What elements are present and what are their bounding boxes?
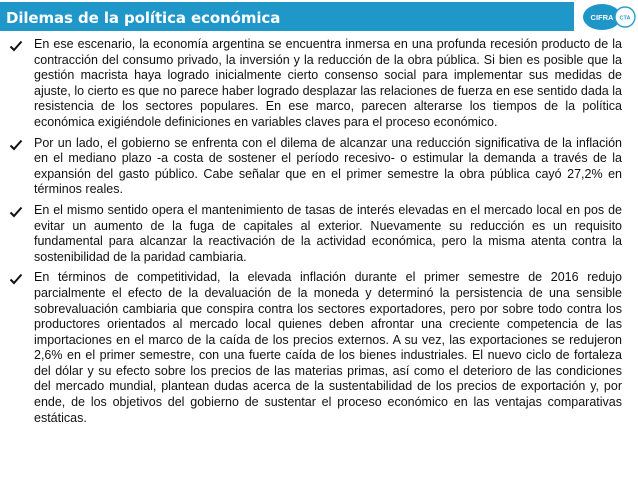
bullet-text: Por un lado, el gobierno se enfrenta con el dilema de alcanzar una reducción significativa de la inflación en el mediano plazo -a costa de sostener el período recesivo- o estimular la demanda a través de la expansión del gasto público. Cabe señalar que en el primer semestre la obra pública cayó 27,2% en términos reales.: [34, 135, 622, 197]
logo-left-text: CIFRA: [590, 13, 614, 22]
checkmark-icon: [9, 139, 23, 151]
bullet-list: [8, 37, 622, 431]
list-item: [8, 136, 622, 198]
cifra-cta-logo: [582, 2, 636, 32]
slide-header: [0, 0, 638, 36]
list-item: [8, 37, 622, 131]
list-item: [8, 203, 622, 265]
checkmark-icon: [9, 273, 23, 285]
logo-right-text: CTA: [619, 15, 631, 22]
title-bar: [0, 2, 574, 31]
list-item: [8, 270, 622, 426]
slide-title: Dilemas de la política económica: [6, 9, 281, 27]
checkmark-icon: [9, 40, 23, 52]
bullet-text: En términos de competitividad, la elevada inflación durante el primer semestre de 2016 redujo parcialmente el efecto de la devaluación de la moneda y determinó la persistencia de una sensible sobrevaluación cambiaria que conspira contra los sectores exportadores, pero por sobre todo contra los productores orientados al mercado local quienes deben afrontar una creciente competencia de las importaciones en el marco de la caída de los precios externos. A su vez, las exportaciones se redujeron 2,6% en el primer semestre, con una fuerte caída de los bienes industriales. El nuevo ciclo de fortaleza del dólar y su efecto sobre los precios de las materias primas, así como el deterioro de las condiciones del mercado mundial, plantean dudas acerca de la sustentabilidad de los precios de exportación y, por ende, de los objetivos del gobierno de sustentar el proceso económico en las ventajas comparativas estáticas.: [34, 270, 622, 425]
bullet-text: En el mismo sentido opera el mantenimiento de tasas de interés elevadas en el mercado local en pos de evitar un aumento de la fuga de capitales al exterior. Nuevamente su reducción es un requisito fundamental para alcanzar la reactivación de la actividad económica, pero la misma atenta contra la sostenibilidad de la paridad cambiaria.: [34, 202, 622, 264]
checkmark-icon: [9, 206, 23, 218]
bullet-text: En ese escenario, la economía argentina se encuentra inmersa en una profunda recesión producto de la contracción del consumo privado, la inversión y la reducción de la obra pública. Si bien es posible que la gestión macrista haya logrado inicialmente cierto consenso social para implementar sus medidas de ajuste, lo cierto es que no parece haber logrado desplazar las relaciones de fuerza en ese sentido dada la resistencia de los sectores populares. En ese marco, parecen alterarse los tiempos de la política económica exigiéndole definiciones en variables claves para el proceso económico.: [34, 37, 622, 129]
